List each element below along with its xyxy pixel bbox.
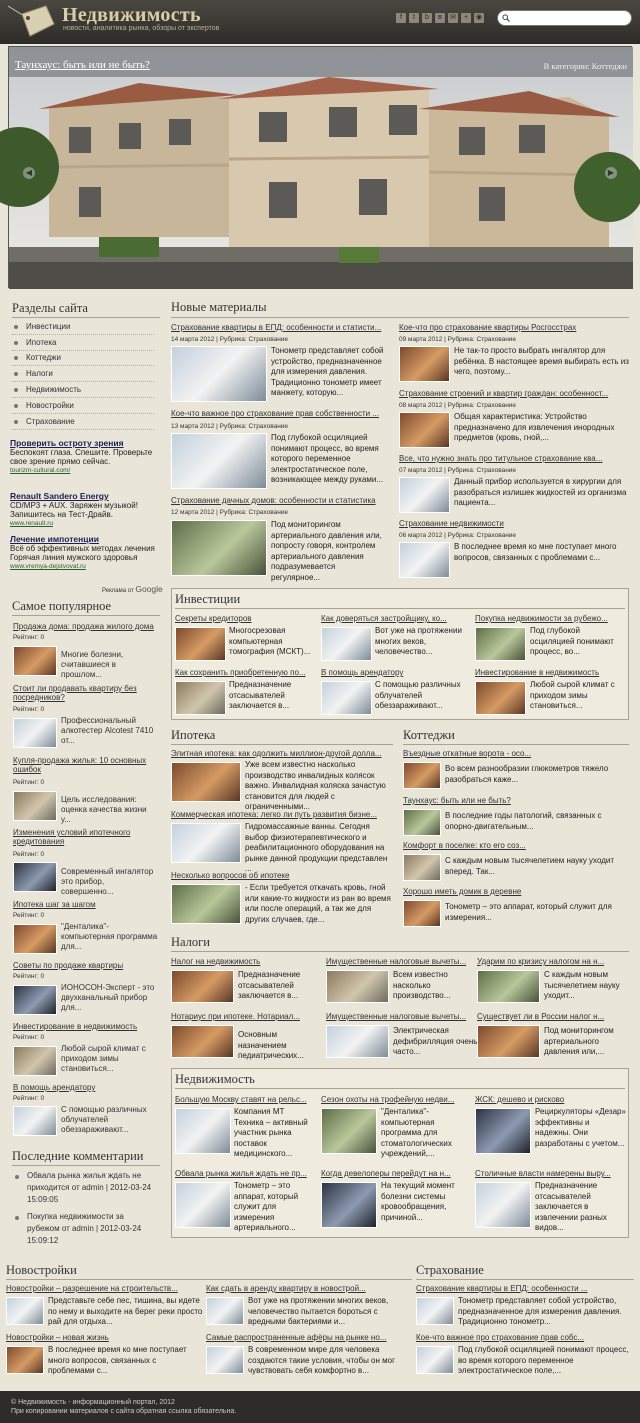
comment-item[interactable]: Покупка недвижимости за рубежом от admin | 2012-03-24 15:09:12 (13, 1211, 158, 1247)
popular-excerpt: С помощью различных облучателей обеззараживают... (61, 1105, 147, 1134)
ad-text: Беспокоят глаза. Спешите. Проверьте свое зрение прямо сейчас. (10, 448, 153, 466)
ads-by-google[interactable] (102, 584, 163, 594)
cottages-heading: Коттеджи (403, 728, 455, 742)
townhouse-photo (9, 47, 633, 289)
article-excerpt: Предназначение отсасывателей заключается в извлечении разных видов... (535, 1181, 607, 1232)
menu-item-cottages[interactable]: Коттеджи (12, 350, 154, 366)
article-excerpt: Рециркуляторы «Дезар» эффективны и надежны. Они разработаны с учетом... (535, 1107, 626, 1148)
article-thumbnail[interactable] (6, 1297, 44, 1325)
popular-thumbnail[interactable] (13, 718, 57, 748)
social-icons (396, 13, 484, 23)
article-meta: 09 марта 2012 | Рубрика: Страхование (399, 336, 517, 343)
ad-url[interactable]: tourizm-cultural.com/ (10, 467, 71, 474)
article-title[interactable]: Нотариус при ипотеке. Нотариал... (171, 1012, 300, 1021)
popular-thumbnail[interactable] (13, 646, 57, 676)
article-thumbnail[interactable] (175, 627, 226, 661)
site-footer (0, 1391, 640, 1423)
article-title[interactable]: Сезон охоты на трофейную недви... (321, 1095, 455, 1104)
ad-block[interactable] (10, 439, 160, 475)
article-thumbnail[interactable] (171, 762, 241, 802)
article-thumbnail[interactable] (399, 542, 450, 578)
slide-title[interactable]: Таунхаус: быть или не быть? (15, 59, 150, 71)
facebook-icon[interactable]: f (396, 13, 406, 23)
article-title[interactable]: Хорошо иметь домик в деревне (403, 887, 522, 896)
article-excerpt: Под мониторингом артериального давления или,... (544, 1026, 614, 1056)
menu-item-investments[interactable]: Инвестиции (12, 319, 154, 335)
article-title[interactable]: Имущественные налоговые вычеты... (326, 957, 467, 966)
popular-excerpt: Профессиональный алкотестер Alcotest 7410 от... (61, 716, 154, 745)
article-thumbnail[interactable] (399, 412, 450, 448)
popular-excerpt: ИОНОСОН-Эксперт - это двухканальный прибор для... (61, 983, 155, 1012)
popular-thumbnail[interactable] (13, 862, 57, 892)
popular-rating: Рейтинг: 0 (13, 1095, 45, 1102)
article-thumbnail[interactable] (321, 681, 372, 715)
site-subtitle: новости, аналитика рынка, обзоры от экспертов (63, 25, 220, 32)
article-title[interactable]: Ударим по кризису налогом на н... (477, 957, 605, 966)
divider (171, 951, 629, 952)
article-meta: 12 марта 2012 | Рубрика: Страхование (171, 509, 289, 516)
twitter-icon[interactable]: t (409, 13, 419, 23)
article-excerpt: Общая характеристика: Устройство предназначено для извлечения инородных предметов (кровь, гной,... (454, 412, 615, 442)
article-title[interactable]: Страхование квартиры в ЕПД: особенности ... (416, 1284, 588, 1293)
article-title[interactable]: Все, что нужно знать про титульное страхование ква... (399, 454, 603, 463)
article-excerpt: Тонометр – это аппарат, который служит для измерения артериального... (234, 1181, 299, 1232)
article-excerpt: Под глубокой осциляцией понимают процесс, во время которого переменное электростатическое поле, возникающее между руками... (271, 433, 384, 484)
article-title[interactable]: Новостройки – новая жизнь (6, 1333, 109, 1342)
google-logo: Google (135, 584, 163, 594)
article-title[interactable]: Большую Москву ставят на рельс... (175, 1095, 307, 1104)
article-title[interactable]: ЖСК: дешево и рисково (475, 1095, 565, 1104)
article-title[interactable]: Несколько вопросов об ипотеке (171, 871, 290, 880)
article-title[interactable]: Элитная ипотека: как одолжить миллион-другой долла... (171, 749, 382, 758)
ads-by-label: Реклама от (102, 588, 134, 594)
price-tag-logo-icon[interactable] (6, 2, 56, 42)
popular-rating: Рейтинг: 0 (13, 1034, 45, 1041)
popular-title[interactable]: Изменения условий ипотечного кредитования (13, 828, 131, 846)
divider (12, 317, 160, 318)
article-excerpt: Под мониторингом артериального давления или, попросту говоря, контролем артериального давления подразумевается регулярное... (271, 520, 382, 582)
article-thumbnail[interactable] (175, 681, 226, 715)
mortgage-heading: Ипотека (171, 728, 216, 742)
article-title[interactable]: Обвала рынка жилья ждать не пр... (175, 1169, 307, 1178)
ad-title[interactable]: Лечение импотенции (10, 534, 99, 544)
search-icon[interactable] (502, 14, 510, 22)
popular-title[interactable]: В помощь арендатору (13, 1083, 96, 1092)
article-excerpt: Компания МТ Техника – активный участник рынка поставок медицинского... (234, 1107, 308, 1158)
newbuilds-heading: Новостройки (6, 1263, 77, 1277)
comments-heading: Последние комментарии (12, 1149, 144, 1163)
bookmark-icon[interactable]: в (435, 13, 445, 23)
ad-block[interactable] (10, 492, 160, 528)
article-excerpt: В последнее время ко мне поступает много вопросов, связанных с проблемами с... (48, 1345, 187, 1375)
ad-title[interactable]: Renault Sandero Energy (10, 491, 109, 501)
ad-title[interactable]: Проверить остроту зрения (10, 438, 124, 448)
article-title[interactable]: Коммерческая ипотека: легко ли путь развития бизне... (171, 810, 377, 819)
article-title[interactable]: Таунхаус: быть или не быть? (403, 796, 511, 805)
slide-category[interactable]: В категории: Коттеджи (543, 61, 627, 71)
article-title[interactable]: Имущественные налоговые вычеты... (326, 1012, 467, 1021)
article-thumbnail[interactable] (403, 854, 441, 881)
share-icon[interactable]: + (461, 13, 471, 23)
article-excerpt: Тонометр представляет собой устройство, предназначенное для измерения давления. Традиционно тонометр имеет манжету, которую... (271, 346, 384, 397)
article-title[interactable]: Новостройки – разрешение на строительств... (6, 1284, 178, 1293)
site-title[interactable]: Недвижимость (62, 4, 201, 26)
popular-title[interactable]: Советы по продаже квартиры (13, 961, 124, 970)
article-thumbnail[interactable] (171, 520, 267, 576)
ad-url[interactable]: www.renault.ru (10, 520, 53, 527)
article-excerpt: Предназначение отсасывателей заключается в... (229, 680, 292, 710)
article-thumbnail[interactable] (399, 346, 450, 382)
popular-rating: Рейтинг: 0 (13, 851, 45, 858)
article-title[interactable]: Как доверяться застройщику, ко... (321, 614, 447, 623)
divider (171, 744, 393, 745)
article-thumbnail[interactable] (171, 346, 267, 402)
divider (171, 317, 629, 318)
article-thumbnail[interactable] (6, 1346, 44, 1374)
menu-item-insurance[interactable]: Страхование (12, 414, 154, 430)
article-title[interactable]: Страхование недвижимости (399, 519, 504, 528)
article-excerpt: Гидромассажные ванны. Сегодня выбор физиотерапевтического и реабилитационного оборудования на рынке данной продукции представлен ... (245, 822, 388, 873)
article-meta: 13 марта 2012 | Рубрика: Страхование (171, 423, 289, 430)
menu-item-mortgage[interactable]: Ипотека (12, 335, 154, 351)
article-title[interactable]: Страхование квартиры в ЕПД: особенности и статисти... (171, 323, 382, 332)
article-excerpt: С каждым новым тысячелетием науку уходит вперед. Так... (445, 856, 615, 876)
divider (12, 1165, 160, 1166)
ad-text: Всё об эффективных методах лечения Горячая линия мужского здоровья (10, 544, 155, 562)
article-thumbnail[interactable] (403, 900, 441, 927)
sections-heading: Разделы сайта (12, 301, 88, 315)
ad-block[interactable] (10, 535, 160, 571)
article-thumbnail[interactable] (206, 1297, 244, 1325)
article-title[interactable]: Самые распространенные афёры на рынке но... (206, 1333, 387, 1342)
divider (175, 608, 625, 609)
article-thumbnail[interactable] (475, 681, 526, 715)
article-title[interactable]: Кое-что важное про страхование прав собс... (416, 1333, 585, 1342)
article-excerpt: Представьте себе пес, тишина, вы идете по нему и выходите на берег реки просто рай для отдыха... (48, 1296, 203, 1326)
popular-title[interactable]: Купля-продажа жилья: 10 основных ошибок (13, 756, 147, 774)
article-title[interactable]: Покупка недвижимости за рубежо... (475, 614, 608, 623)
article-thumbnail[interactable] (475, 1108, 531, 1154)
blog-icon[interactable]: b (422, 13, 432, 23)
article-excerpt: В современном мире для человека создаются такие условия, чтобы он мог чувствовать себя комфортно в... (248, 1345, 395, 1375)
article-title[interactable]: Налог на недвижимость (171, 957, 261, 966)
article-title[interactable]: Страхование дачных домов: особенности и статистика (171, 496, 376, 505)
popular-rating: Рейтинг: 0 (13, 706, 45, 713)
popular-title[interactable]: Инвестирование в недвижимость (13, 1022, 138, 1031)
site-header (0, 0, 640, 44)
article-excerpt: Тонометр – это аппарат, который служит для измерения... (445, 902, 612, 922)
popular-excerpt: Современный ингалятор это прибор, совершенно... (61, 867, 154, 896)
search-box (497, 10, 632, 26)
article-excerpt: В последнее время ко мне поступает много вопросов, связанных с проблемами с... (454, 542, 617, 562)
article-excerpt: Под глубокой осциляцией понимают процесс, во... (530, 626, 614, 656)
prev-arrow-icon[interactable]: ◀ (23, 167, 35, 179)
article-meta: 14 марта 2012 | Рубрика: Страхование (171, 336, 289, 343)
article-thumbnail[interactable] (175, 1182, 231, 1228)
article-thumbnail[interactable] (326, 970, 389, 1003)
popular-rating: Рейтинг: 0 (13, 912, 45, 919)
article-excerpt: С помощью различных облучателей обеззараживают... (375, 680, 461, 710)
article-thumbnail[interactable] (477, 970, 540, 1003)
article-excerpt: Основным назначением педиатрических... (238, 1030, 304, 1060)
popular-thumbnail[interactable] (13, 1106, 57, 1136)
article-excerpt: Всем известно насколько производство... (393, 970, 451, 1000)
rss-icon[interactable]: ◉ (475, 14, 483, 21)
divider (175, 1088, 625, 1089)
article-title[interactable]: Кое-что про страхование квартиры Росгосстрах (399, 323, 577, 332)
article-excerpt: В последние годы патологий, связанных с опорно-двигательным... (445, 811, 602, 831)
popular-thumbnail[interactable] (13, 791, 57, 821)
popular-title[interactable]: Продажа дома: продажа жилого дома (13, 622, 154, 631)
article-meta: 08 марта 2012 | Рубрика: Страхование (399, 402, 517, 409)
article-excerpt: Предназначение отсасывателей заключается в... (238, 970, 301, 1000)
popular-rating: Рейтинг: 0 (13, 779, 45, 786)
menu-item-taxes[interactable]: Налоги (12, 366, 154, 382)
article-thumbnail[interactable] (477, 1025, 540, 1058)
article-excerpt: Данный прибор используется в хирургии для разобраться излишек жидкостей из организма пациента... (454, 477, 627, 507)
article-title[interactable]: Как сохранить приобретенную по... (175, 668, 306, 677)
footer-copyright: © Недвижимость - информационный портал, 2012 (11, 1399, 175, 1406)
article-thumbnail[interactable] (416, 1297, 454, 1325)
article-thumbnail[interactable] (171, 823, 241, 863)
new-materials-heading: Новые материалы (171, 300, 267, 314)
popular-rating: Рейтинг: 0 (13, 634, 45, 641)
article-excerpt: Вот уже на протяжении многих веков, человечество пытается бороться с вредными бактериями и... (248, 1296, 389, 1326)
featured-slider[interactable] (8, 46, 632, 288)
realty-heading: Недвижимость (175, 1072, 255, 1086)
search-input[interactable] (512, 12, 627, 24)
divider (6, 1279, 412, 1280)
popular-heading: Самое популярное (12, 599, 112, 613)
article-thumbnail[interactable] (171, 884, 241, 924)
article-thumbnail[interactable] (171, 970, 234, 1003)
article-excerpt: На текущий момент болезни системы кровообращения, причиной... (381, 1181, 455, 1222)
popular-excerpt: Цель исследования: оценка качества жизни у... (61, 795, 147, 824)
popular-thumbnail[interactable] (13, 985, 57, 1015)
article-excerpt: Электрическая дефибрилляция очень часто... (393, 1026, 478, 1056)
comment-item[interactable]: Обвала рынка жилья ждать не приходится от admin | 2012-03-24 15:09:05 (13, 1170, 158, 1206)
popular-excerpt: Многие болезни, считавшиеся в прошлом... (61, 650, 124, 679)
article-excerpt: - Если требуется откачать кровь, гной или какие-то жидкости из ран во время или после операций, а так же для других случаев, где... (245, 883, 391, 924)
article-thumbnail[interactable] (416, 1346, 454, 1374)
popular-title[interactable]: Стоит ли продавать квартиру без посредников? (13, 684, 137, 702)
article-thumbnail[interactable] (403, 809, 441, 836)
ad-url[interactable]: www.vremya-dejstvovat.ru (10, 563, 86, 570)
article-thumbnail[interactable] (475, 1182, 531, 1228)
insurance-heading: Страхование (416, 1263, 484, 1277)
article-thumbnail[interactable] (171, 1025, 234, 1058)
article-thumbnail[interactable] (175, 1108, 231, 1154)
article-excerpt: "Денталика"- компьютерная программа для стоматологических учреждений,... (381, 1107, 452, 1158)
divider (12, 615, 160, 616)
article-excerpt: Под глубокой осциляцией понимают процесс, во время которого переменное электростатическое поле,... (458, 1345, 629, 1375)
article-title[interactable]: Столичные власти намерены выру... (475, 1169, 611, 1178)
investments-heading: Инвестиции (175, 592, 241, 606)
article-excerpt: Многосрезовая компьютерная томография (МСКТ)... (229, 626, 311, 656)
popular-excerpt: "Денталика"- компьютерная программа для... (61, 922, 158, 951)
article-excerpt: Тонометр представляет собой устройство, предназначенное для измерения давления. Традиционно тонометр... (458, 1296, 622, 1326)
article-title[interactable]: Как сдать в аренду квартиру в новострой... (206, 1284, 366, 1293)
footer-notice: При копировании материалов с сайта обратная ссылка обязательна. (11, 1408, 237, 1415)
divider (416, 1279, 634, 1280)
ad-text: CD/MP3 + AUX. Заряжен музыкой! Запишитесь на Тест-Драйв. (10, 501, 138, 519)
article-title[interactable]: Секреты кредиторов (175, 614, 252, 623)
article-excerpt: Не так-то просто выбрать ингалятор для ребёнка. В настоящее время выбирать есть из чего, поэтому... (454, 346, 629, 376)
article-title[interactable]: Кое-что важное про страхование прав собственности ... (171, 409, 379, 418)
mail-icon[interactable]: ✉ (448, 13, 458, 23)
article-thumbnail[interactable] (321, 627, 372, 661)
popular-excerpt: Любой сырой климат с приходом зимы становиться... (61, 1044, 146, 1073)
menu-item-newbuilds[interactable]: Новостройки (12, 398, 154, 414)
article-thumbnail[interactable] (321, 1108, 377, 1154)
article-title[interactable]: Когда девелоперы перейдут на н... (321, 1169, 451, 1178)
taxes-heading: Налоги (171, 935, 210, 949)
article-thumbnail[interactable] (399, 477, 450, 513)
article-title[interactable]: Комфорт в поселке: кто его соз... (403, 841, 526, 850)
divider (403, 744, 629, 745)
article-title[interactable]: В помощь арендатору (321, 668, 404, 677)
popular-thumbnail[interactable] (13, 924, 57, 954)
article-meta: 07 марта 2012 | Рубрика: Страхование (399, 467, 517, 474)
article-excerpt: Любой сырой климат с приходом зимы становиться... (530, 680, 615, 710)
article-excerpt: Уже всем известно насколько производство инвалидных колясок важно. Инвалидная коляска зачастую становится для людей с ограниченными... (245, 760, 386, 811)
article-meta: 06 марта 2012 | Рубрика: Страхование (399, 532, 517, 539)
article-thumbnail[interactable] (321, 1182, 377, 1228)
popular-rating: Рейтинг: 0 (13, 973, 45, 980)
article-title[interactable]: Инвестирование в недвижимость (475, 668, 600, 677)
next-arrow-icon[interactable]: ▶ (605, 167, 617, 179)
popular-title[interactable]: Ипотека шаг за шагом (13, 900, 96, 909)
article-thumbnail[interactable] (171, 433, 267, 489)
article-thumbnail[interactable] (206, 1346, 244, 1374)
article-thumbnail[interactable] (326, 1025, 389, 1058)
article-excerpt: С каждым новым тысячелетием науку уходит... (544, 970, 620, 1000)
article-title[interactable]: Въездные откатные ворота - осо... (403, 749, 532, 758)
popular-thumbnail[interactable] (13, 1046, 57, 1076)
article-excerpt: Вот уже на протяжении многих веков, человечество... (375, 626, 462, 656)
article-title[interactable]: Страхование строений и квартир граждан: особенност... (399, 389, 609, 398)
menu-item-realty[interactable]: Недвижимость (12, 382, 154, 398)
article-excerpt: Во всем разнообразии глюкометров тяжело разобраться каже... (445, 764, 609, 784)
article-thumbnail[interactable] (403, 762, 441, 789)
article-thumbnail[interactable] (475, 627, 526, 661)
article-title[interactable]: Существует ли в России налог н... (477, 1012, 605, 1021)
